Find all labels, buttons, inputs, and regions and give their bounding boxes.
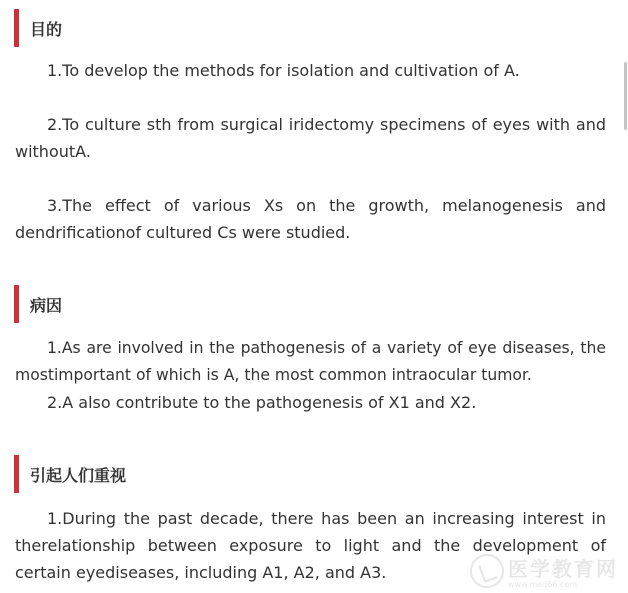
paragraph: 3.The effect of various Xs on the growth, melanogenesis and dendrificationof cultured Cs were studied. xyxy=(15,196,606,242)
paragraph: 1.As are involved in the pathogenesis of a variety of eye diseases, the mostimportant of which is A, the most common intraocular tumor. xyxy=(15,339,606,384)
scrollbar-thumb[interactable] xyxy=(624,62,627,130)
section-heading-attention: 引起人们重视 xyxy=(14,455,314,493)
paragraph: 2.A also contribute to the pathogenesis of X1 and X2. xyxy=(47,393,477,412)
paragraph: 1.To develop the methods for isolation and cultivation of A. xyxy=(47,61,520,80)
watermark-url: www.med66.com xyxy=(508,580,578,589)
section-heading-etiology: 病因 xyxy=(14,285,314,323)
watermark-text: 医学教育网 xyxy=(508,557,618,581)
watermark xyxy=(470,553,618,589)
section-heading-purpose: 目的 xyxy=(14,9,314,47)
paragraph: 1.During the past decade, there has been an increasing interest in therelationship between exposure to light and the development of certain eyediseases, including A1, A2, and A3. xyxy=(15,509,606,582)
watermark-logo-icon xyxy=(470,554,504,588)
paragraph: 2.To culture sth from surgical iridectomy specimens of eyes with and withoutA. xyxy=(15,115,606,161)
